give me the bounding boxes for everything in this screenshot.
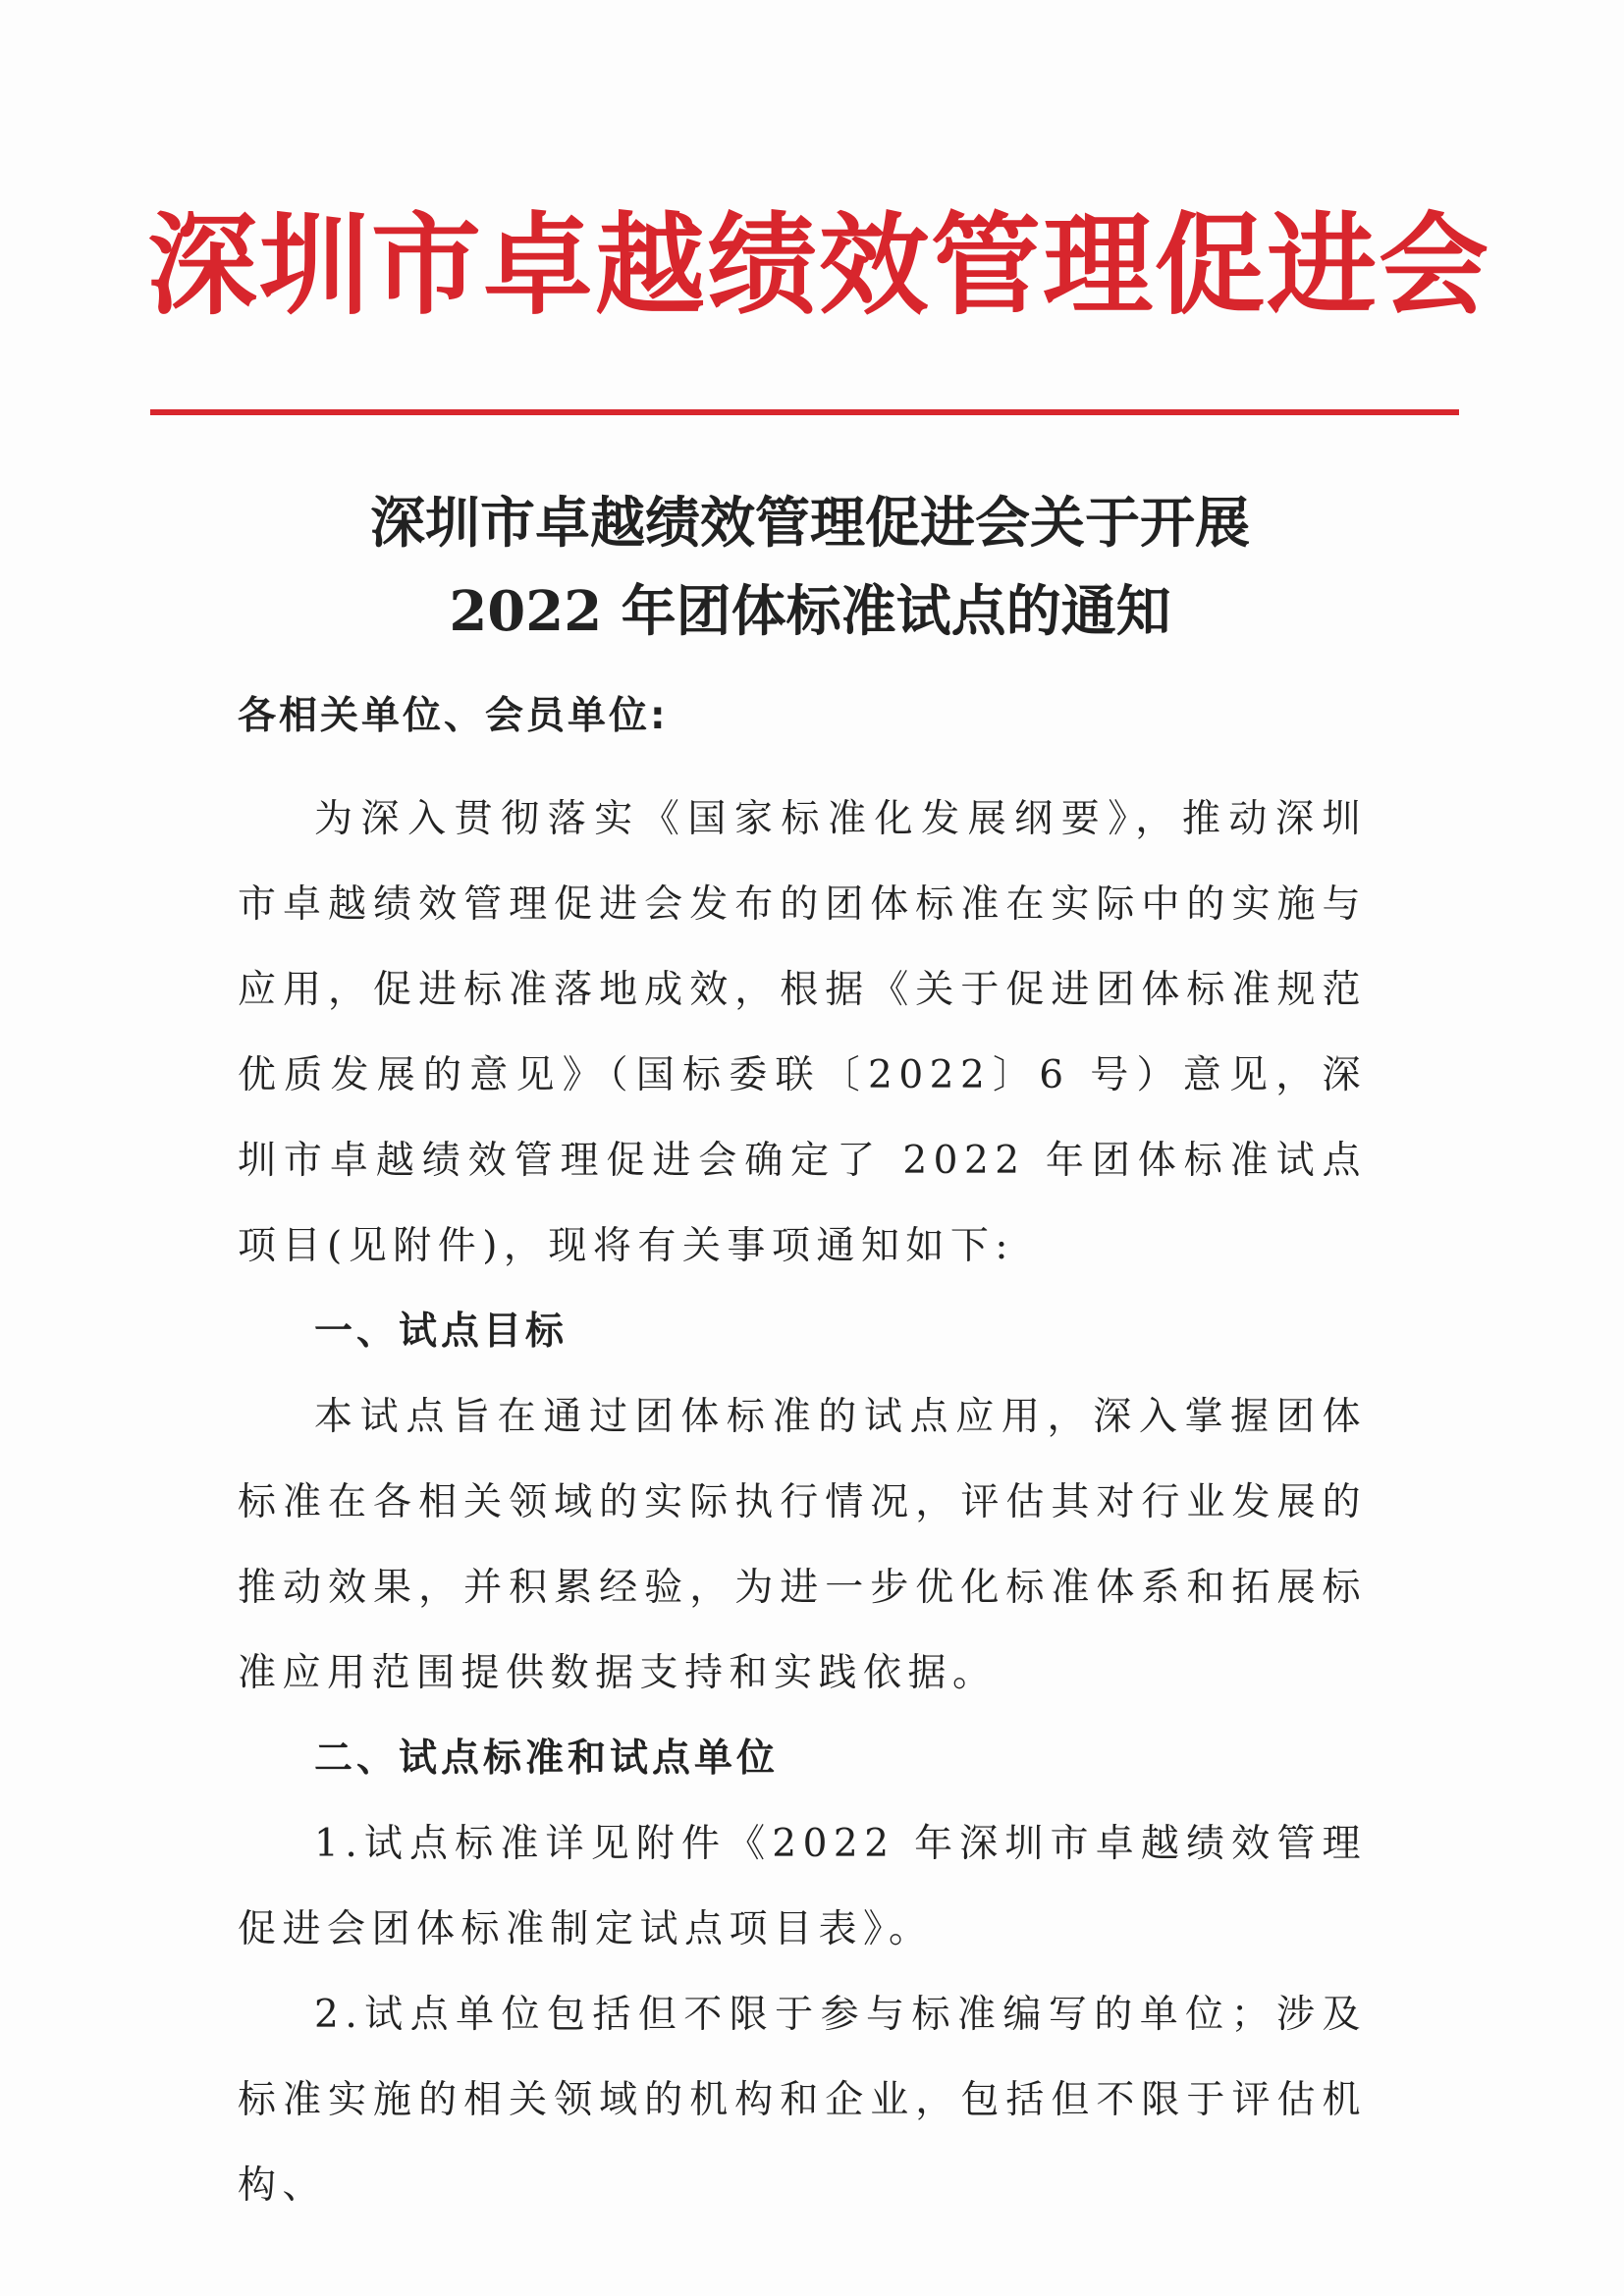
letterhead-org-name: 深圳市卓越绩效管理促进会 [147,201,1490,330]
document-body [238,776,1367,2228]
document-title-line-2: 2022 年团体标准试点的通知 [449,579,1171,644]
document-title-line-1: 深圳市卓越绩效管理促进会关于开展 [370,491,1250,556]
salutation: 各相关单位、会员单位: [238,694,669,738]
section-1-heading: 一、试点目标 [314,1309,568,1354]
section-2-heading: 二、试点标准和试点单位 [314,1736,780,1781]
section-1-paragraph: 本试点旨在通过团体标准的试点应用，深入掌握团体标准在各相关领域的实际执行情况，评估其对行业发展的推动效果，并积累经验，为进一步优化标准体系和拓展标准应用范围提供数据支持和实践依据。 [238,1395,1367,1695]
letterhead-red-rule [150,409,1459,415]
section-2-item-1: 1.试点标准详见附件《2022 年深圳市卓越绩效管理促进会团体标准制定试点项目表》。 [238,1822,1368,1951]
section-2-item-2: 2.试点单位包括但不限于参与标准编写的单位；涉及标准实施的相关领域的机构和企业，包括但不限于评估机构、 [238,1993,1367,2208]
intro-paragraph: 为深入贯彻落实《国家标准化发展纲要》，推动深圳市卓越绩效管理促进会发布的团体标准在实际中的实施与应用，促进标准落地成效，根据《关于促进团体标准规范优质发展的意见》（国标委联〔2022〕6 号）意见，深圳市卓越绩效管理促进会确定了 2022 年团体标准试点项目(见附件)，现将有关事项通知如下: [238,797,1367,1268]
document-title [147,479,1473,656]
